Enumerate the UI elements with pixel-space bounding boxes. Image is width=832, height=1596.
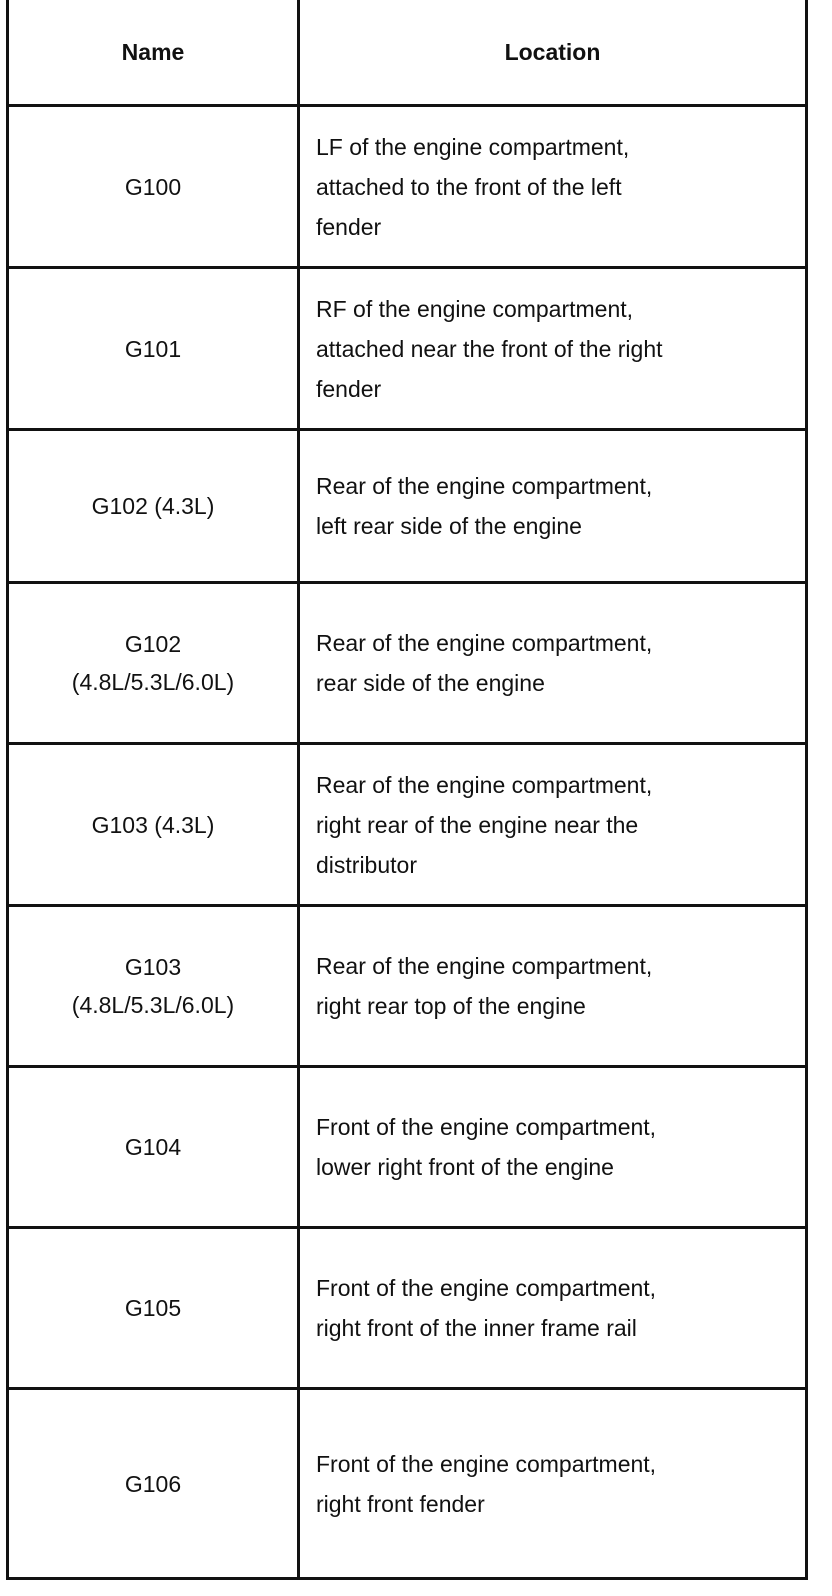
table-row	[9, 584, 805, 745]
row-location: Rear of the engine compartment, right rear of the engine near the distributor	[316, 771, 653, 878]
header-location: Location	[504, 39, 601, 65]
row-location: Rear of the engine compartment, rear side of the engine	[316, 630, 653, 696]
row-name: G105	[9, 1229, 300, 1387]
row-name: G103 (4.8L/5.3L/6.0L)	[9, 907, 300, 1065]
row-name: G102 (4.8L/5.3L/6.0L)	[9, 584, 300, 742]
table-row	[9, 431, 805, 584]
table-row	[9, 1068, 805, 1229]
table-row	[9, 907, 805, 1068]
row-name: G104	[9, 1068, 300, 1226]
table-row	[9, 1390, 805, 1577]
row-location: Front of the engine compartment, right front of the inner frame rail	[316, 1275, 657, 1341]
row-location: Front of the engine compartment, right front fender	[316, 1450, 657, 1517]
ground-locations-table	[6, 0, 808, 1580]
table-row	[9, 745, 805, 907]
row-location: Front of the engine compartment, lower right front of the engine	[316, 1114, 657, 1180]
table-row	[9, 1229, 805, 1390]
table-row	[9, 107, 805, 269]
row-name: G106	[9, 1390, 300, 1577]
row-location: LF of the engine compartment, attached to the front of the left fender	[316, 133, 630, 240]
row-location: Rear of the engine compartment, left rear side of the engine	[316, 473, 653, 539]
table-row	[9, 269, 805, 431]
row-name: G100	[9, 107, 300, 266]
row-name: G102 (4.3L)	[9, 431, 300, 581]
row-location: RF of the engine compartment, attached near the front of the right fender	[316, 295, 663, 402]
row-name: G103 (4.3L)	[9, 745, 300, 904]
row-location: Rear of the engine compartment, right rear top of the engine	[316, 953, 653, 1019]
header-name: Name	[9, 0, 300, 104]
table-header-row	[9, 0, 805, 107]
row-name: G101	[9, 269, 300, 428]
